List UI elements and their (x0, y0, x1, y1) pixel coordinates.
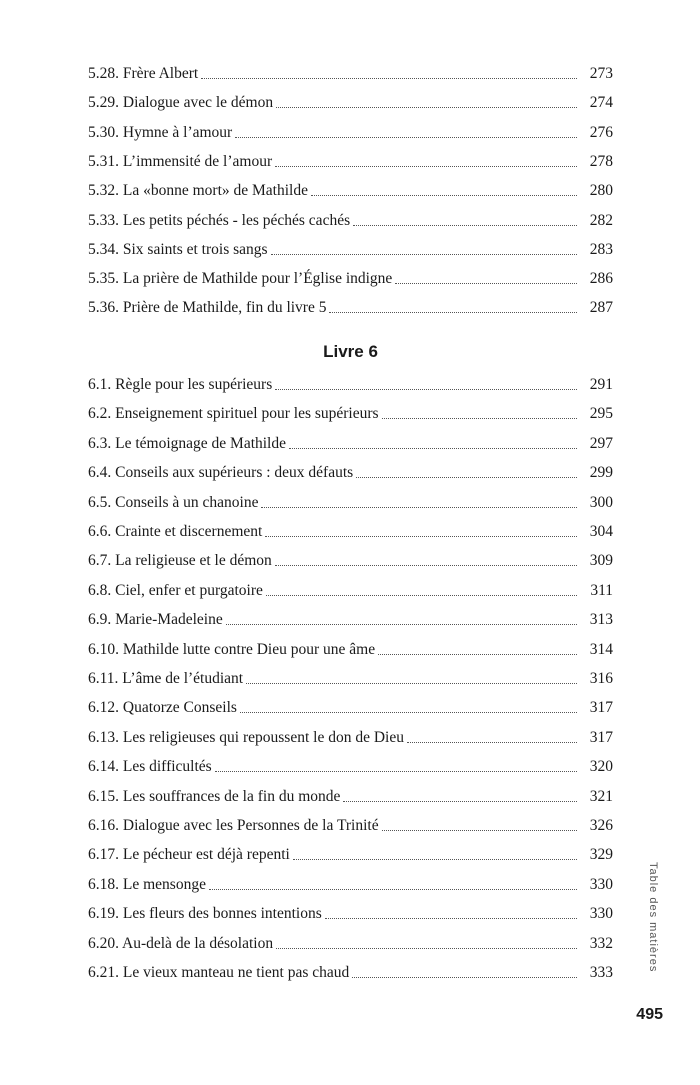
toc-entry-title: 6.6. Crainte et discernement (88, 523, 263, 540)
toc-entry (88, 459, 613, 483)
dot-leader (352, 976, 577, 978)
toc-entry (88, 518, 613, 542)
toc-entry-title: 6.21. Le vieux manteau ne tient pas chaud (88, 964, 350, 981)
toc-entry-page: 278 (589, 152, 613, 170)
toc-entry-page: 330 (589, 905, 613, 923)
toc-entry (88, 294, 613, 318)
toc-entry-page: 320 (589, 758, 613, 776)
toc-entry (88, 60, 613, 84)
toc-entry (88, 119, 613, 143)
dot-leader (329, 311, 577, 313)
dot-leader (378, 653, 577, 655)
toc-entry-title: 6.15. Les souffrances de la fin du monde (88, 787, 341, 805)
toc-entry-page: 329 (589, 846, 613, 864)
dot-leader (261, 506, 577, 508)
toc-entry-title: 5.29. Dialogue avec le démon (88, 94, 274, 112)
toc-entry (88, 489, 613, 513)
dot-leader (275, 564, 577, 566)
toc-entry-page: 283 (589, 240, 613, 258)
dot-leader (226, 623, 577, 625)
toc-entry-page: 286 (589, 270, 613, 288)
dot-leader (276, 947, 577, 949)
dot-leader (266, 594, 577, 596)
toc-entry-page: 309 (589, 552, 613, 570)
dot-leader (276, 106, 577, 108)
toc-entry (88, 400, 613, 424)
toc-entry-title: 6.1. Règle pour les supérieurs (88, 376, 273, 393)
toc-entry-page: 313 (589, 611, 613, 629)
toc-entry-page: 317 (589, 728, 613, 746)
toc-entry-title: 5.33. Les petits péchés - les péchés cachés (88, 211, 351, 229)
dot-leader (209, 888, 577, 890)
toc-entry-page: 295 (589, 405, 613, 423)
dot-leader (325, 917, 577, 919)
toc-entry-title: 6.17. Le pécheur est déjà repenti (88, 846, 290, 864)
section-heading-livre-6: Livre 6 (323, 342, 378, 361)
toc-entry-page: 273 (589, 65, 613, 82)
toc-entry-title: 6.13. Les religieuses qui repoussent le don de Dieu (88, 728, 404, 746)
toc-entry-title: 5.30. Hymne à l’amour (88, 123, 233, 141)
dot-leader (382, 417, 577, 419)
toc-entry-title: 6.20. Au-delà de la désolation (88, 934, 274, 952)
dot-leader (271, 253, 577, 255)
toc-entry-page: 316 (589, 670, 613, 687)
toc-entry-title: 6.16. Dialogue avec les Personnes de la Trinité (88, 817, 379, 834)
toc-entry-title: 5.36. Prière de Mathilde, fin du livre 5 (88, 299, 327, 317)
page-number: 495 (636, 1006, 663, 1023)
toc-entry-title: 5.28. Frère Albert (88, 65, 199, 82)
dot-leader (353, 224, 577, 226)
dot-leader (382, 829, 577, 831)
dot-leader (293, 858, 577, 860)
toc-entry (88, 871, 613, 895)
toc-entry-title: 6.14. Les difficultés (88, 758, 212, 776)
toc-entry-page: 326 (589, 817, 613, 834)
dot-leader (215, 770, 577, 772)
toc-entry-page: 287 (589, 299, 613, 317)
toc-entry (88, 694, 613, 718)
toc-entry-title: 5.32. La «bonne mort» de Mathilde (88, 182, 308, 200)
toc-entry-page: 274 (589, 94, 613, 112)
toc-entry-title: 6.4. Conseils aux supérieurs : deux défauts (88, 464, 354, 482)
dot-leader (246, 682, 577, 684)
toc-entry-page: 330 (589, 875, 613, 893)
toc-entry-title: 6.3. Le témoignage de Mathilde (88, 434, 286, 452)
toc-entry-title: 6.18. Le mensonge (88, 875, 206, 893)
toc-entry-page: 304 (589, 523, 613, 540)
toc-entry (88, 724, 613, 748)
toc-entry-title: 6.12. Quatorze Conseils (88, 699, 237, 717)
toc-entry (88, 900, 613, 924)
toc-entry-page: 297 (589, 434, 613, 452)
dot-leader (343, 800, 577, 802)
toc-entry (88, 841, 613, 865)
toc-entry-page: 276 (589, 123, 613, 141)
toc-entry-page: 300 (589, 493, 613, 511)
toc-entry-page: 321 (589, 787, 613, 805)
toc-entry-title: 6.7. La religieuse et le démon (88, 552, 272, 570)
toc-entry (88, 753, 613, 777)
toc-entry (88, 265, 613, 289)
toc-entry-page: 317 (589, 699, 613, 717)
toc-entry (88, 636, 613, 660)
dot-leader (265, 535, 577, 537)
toc-entry-page: 311 (590, 581, 613, 599)
toc-entry (88, 606, 613, 630)
dot-leader (275, 165, 577, 167)
dot-leader (235, 136, 577, 138)
toc-entry-title: 5.35. La prière de Mathilde pour l’Église indigne (88, 270, 393, 288)
toc-entry-title: 6.8. Ciel, enfer et purgatoire (88, 581, 263, 599)
toc-entry-title: 6.19. Les fleurs des bonnes intentions (88, 905, 322, 923)
toc-entry (88, 148, 613, 172)
dot-leader (395, 282, 577, 284)
toc-entry-title: 5.34. Six saints et trois sangs (88, 240, 268, 258)
toc-entry-page: 333 (589, 964, 613, 981)
toc-entry-title: 6.10. Mathilde lutte contre Dieu pour une âme (88, 640, 376, 658)
toc-entry-title: 6.2. Enseignement spirituel pour les supérieurs (88, 405, 379, 423)
dot-leader (356, 476, 577, 478)
toc-entry-title: 6.5. Conseils à un chanoine (88, 493, 259, 511)
dot-leader (407, 741, 577, 743)
dot-leader (289, 447, 577, 449)
toc-entry (88, 236, 613, 260)
toc-entry (88, 207, 613, 231)
toc-entry-page: 291 (589, 376, 613, 393)
toc-entry (88, 89, 613, 113)
dot-leader (275, 388, 577, 390)
running-section-label: Table des matières (647, 862, 659, 973)
dot-leader (201, 77, 577, 79)
toc-entry (88, 812, 613, 836)
dot-leader (240, 711, 577, 713)
toc-entry-page: 282 (589, 211, 613, 229)
toc-entry-title: 6.11. L’âme de l’étudiant (88, 670, 244, 687)
toc-entry (88, 177, 613, 201)
toc-entry-page: 299 (589, 464, 613, 482)
toc-entry (88, 371, 613, 395)
toc-entry (88, 783, 613, 807)
toc-entry (88, 577, 613, 601)
toc-entry (88, 959, 613, 983)
toc-entry-page: 332 (589, 934, 613, 952)
dot-leader (311, 194, 577, 196)
toc-entry (88, 930, 613, 954)
toc-entry-page: 280 (589, 182, 613, 200)
toc-entry-title: 5.31. L’immensité de l’amour (88, 152, 273, 170)
toc-entry (88, 665, 613, 689)
toc-entry (88, 430, 613, 454)
toc-entry-title: 6.9. Marie-Madeleine (88, 611, 223, 629)
toc-entry (88, 547, 613, 571)
toc-entry-page: 314 (589, 640, 613, 658)
